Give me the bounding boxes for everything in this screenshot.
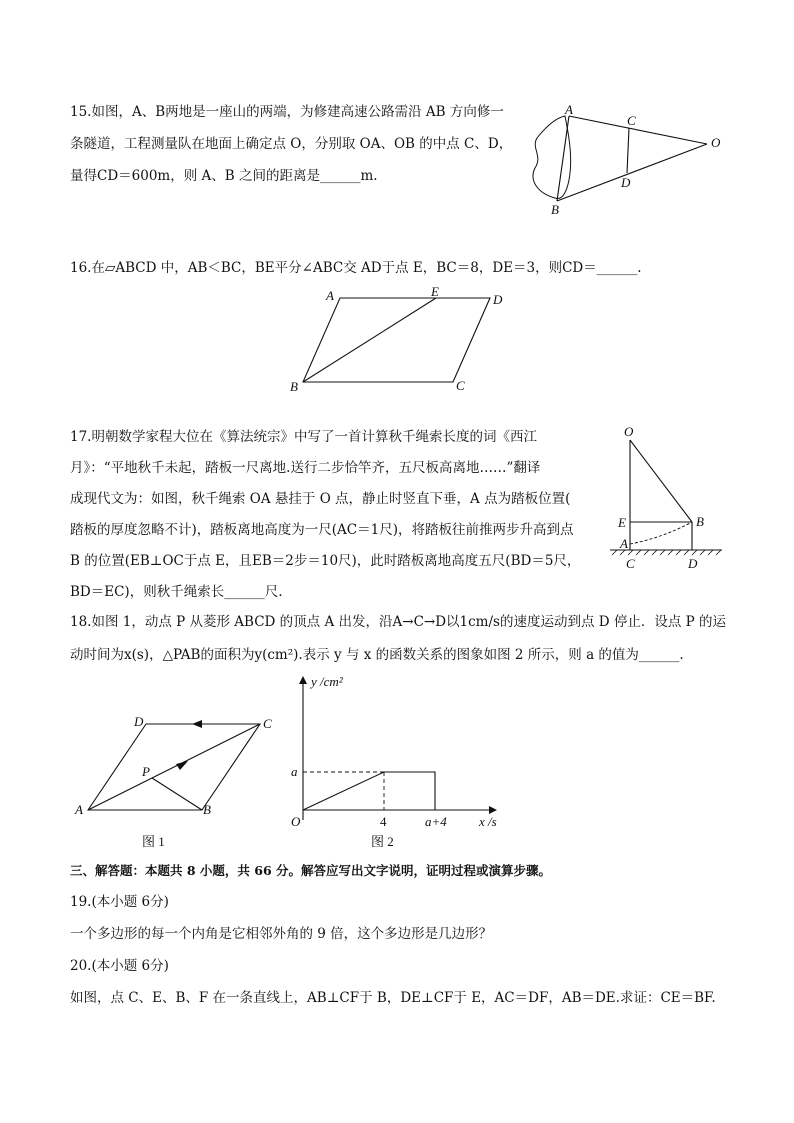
q18-fig1-label-d: D xyxy=(134,714,144,729)
q18-fig1-label-c: C xyxy=(263,716,272,731)
q18-fig2-tick-a4: a+4 xyxy=(425,814,447,829)
q18-figure-2 xyxy=(285,668,510,850)
q18-fig2-y-axis-label: y /cm² xyxy=(311,674,343,689)
q15-label-c: C xyxy=(627,113,636,128)
q17-label-d: D xyxy=(688,556,698,571)
q15-label-a: A xyxy=(565,102,573,117)
q19-header: 19.(本小题 6分) xyxy=(70,894,169,910)
q18-fig1-caption: 图 1 xyxy=(142,834,165,849)
q18-fig1-label-b: B xyxy=(203,802,211,817)
q15-label-b: B xyxy=(551,202,559,217)
q15-line-1: 15.如图，A、B两地是一座山的两端，为修建高速公路需沿 AB 方向修一 xyxy=(70,104,504,120)
q15-line-2: 条隧道，工程测量队在地面上确定点 O，分别取 OA、OB 的中点 C、D， xyxy=(70,136,513,152)
q16-label-e: E xyxy=(431,284,439,299)
q17-line-5: B 的位置(EB⊥OC于点 E，且EB＝2步＝10尺)，此时踏板离地高度五尺(BD＝5尺， xyxy=(70,553,581,569)
q18-line-1: 18.如图 1，动点 P 从菱形 ABCD 的顶点 A 出发，沿A→C→D以1cm/s的速度运动到点 D 停止．设点 P 的运 xyxy=(70,614,727,630)
q18-fig1-label-p: P xyxy=(142,764,150,779)
q15-line-3: 量得CD＝600m，则 A、B 之间的距离是______m. xyxy=(70,168,378,184)
q18-fig2-origin-label: O xyxy=(291,814,301,829)
q15-figure xyxy=(525,98,725,220)
q18-fig2-caption: 图 2 xyxy=(371,834,394,849)
q15-label-o: O xyxy=(711,135,721,150)
q17-line-1: 17.明朝数学家程大位在《算法统宗》中写了一首计算秋千绳索长度的词《西江 xyxy=(70,429,537,445)
q17-line-6: BD＝EC)，则秋千绳索长______尺. xyxy=(70,584,283,600)
q16-line-1: 16.在▱ABCD 中，AB＜BC，BE平分∠ABC交 AD于点 E，BC＝8，DE＝3，则CD＝______. xyxy=(70,260,642,276)
q16-label-d: D xyxy=(493,292,503,307)
q18-fig2-x-axis-label: x /s xyxy=(479,814,497,829)
q17-line-4: 踏板的厚度忽略不计)，踏板离地高度为一尺(AC＝1尺)，将踏板往前推两步升高到点 xyxy=(70,522,574,538)
section-3-text: 解答应写出文字说明，证明过程或演算步骤。 xyxy=(301,863,552,878)
q16-label-a: A xyxy=(326,288,334,303)
q16-label-c: C xyxy=(456,378,465,393)
section-3-heading xyxy=(70,862,551,880)
q17-label-o: O xyxy=(624,424,634,439)
q15-label-d: D xyxy=(621,175,631,190)
q17-label-b: B xyxy=(696,514,704,529)
q20-body: 如图，点 C、E、B、F 在一条直线上，AB⊥CF于 B，DE⊥CF于 E，AC＝DF，AB＝DE.求证：CE＝BF. xyxy=(70,990,716,1006)
section-3-bold: 三、解答题：本题共 8 小题，共 66 分。 xyxy=(70,863,302,878)
q18-fig2-a-label: a xyxy=(291,764,298,779)
q17-label-c: C xyxy=(626,556,635,571)
q18-fig2-tick-4: 4 xyxy=(380,814,387,829)
q18-line-2: 动时间为x(s)，△PAB的面积为y(cm²).表示 y 与 x 的函数关系的图象如图 2 所示，则 a 的值为______. xyxy=(70,647,684,663)
q17-line-2: 月》：“平地秋千未起，踏板一尺离地.送行二步恰竿齐，五尺板高离地……”翻译 xyxy=(70,460,541,476)
q16-figure xyxy=(285,284,515,394)
q20-header: 20.(本小题 6分) xyxy=(70,958,169,974)
q17-label-e: E xyxy=(618,515,626,530)
q18-figure-1 xyxy=(70,710,280,850)
q17-line-3: 成现代文为：如图，秋千绳索 OA 悬挂于 O 点，静止时竖直下垂，A 点为踏板位置( xyxy=(70,491,571,507)
q18-fig1-label-a: A xyxy=(75,802,83,817)
q19-body: 一个多边形的每一个内角是它相邻外角的 9 倍，这个多边形是几边形？ xyxy=(70,926,493,942)
q16-label-b: B xyxy=(290,379,298,394)
q17-figure xyxy=(600,422,730,572)
q17-label-a: A xyxy=(620,536,628,551)
